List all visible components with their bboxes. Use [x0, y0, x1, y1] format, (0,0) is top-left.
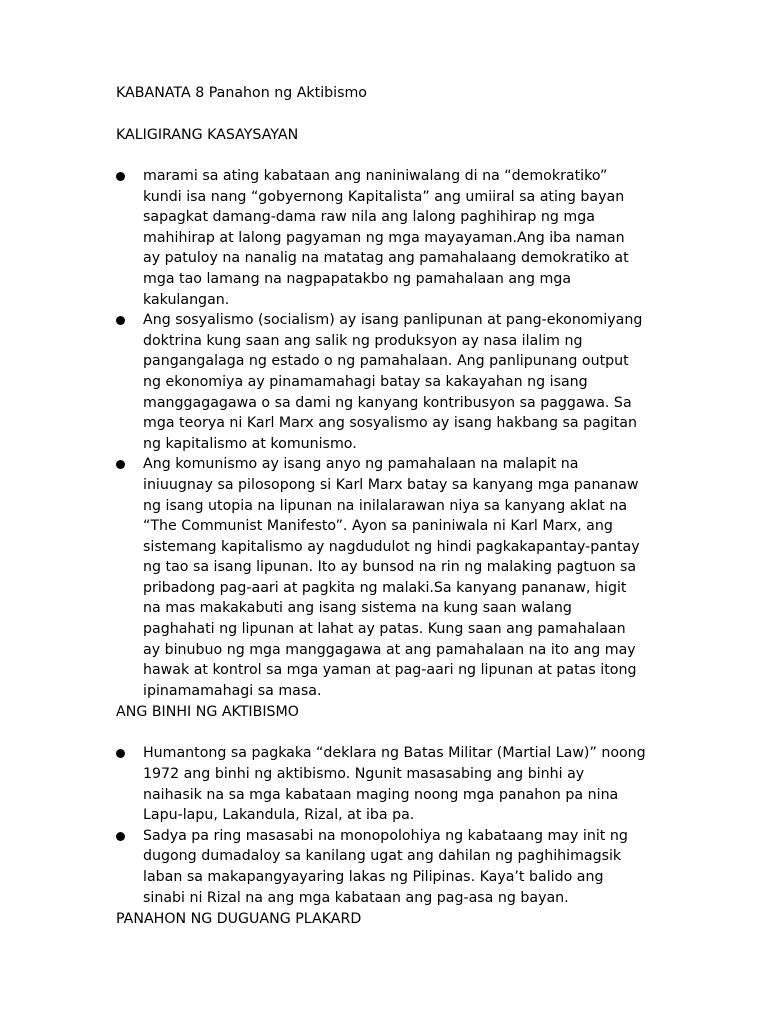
- bullet-list-ang-binhi-ng-aktibismo: [116, 743, 646, 908]
- section-heading-kaligirang-kasaysayan: KALIGIRANG KASAYSAYAN: [116, 127, 299, 143]
- bullet-icon: [116, 172, 125, 181]
- bullet-icon: [116, 832, 125, 841]
- bullet-text: marami sa ating kabataan ang naniniwalang di na “demokratiko” kundi isa nang “gobyernong Kapitalista” ang umiiral sa ating bayan sapagkat damang-dama raw nila ang lalong paghihirap ng mga mahihirap at lalong pagyaman ng mga mayayaman.Ang iba naman ay patuloy na nanalig na matatag ang pamahalaang demokratiko at mga tao lamang na nagpapatakbo ng pamahalaan ang mga kakulangan.: [143, 168, 629, 308]
- list-item: [116, 166, 646, 310]
- list-item: [116, 826, 646, 908]
- chapter-title: KABANATA 8 Panahon ng Aktibismo: [116, 85, 367, 101]
- bullet-list-kaligirang-kasaysayan: [116, 166, 646, 701]
- section-heading-ang-binhi-ng-aktibismo: ANG BINHI NG AKTIBISMO: [116, 704, 299, 721]
- bullet-icon: [116, 316, 125, 325]
- list-item: [116, 310, 646, 454]
- bullet-icon: [116, 460, 125, 469]
- document-page: [116, 82, 646, 930]
- bullet-icon: [116, 749, 125, 758]
- section-heading-panahon-ng-duguang-plakard: PANAHON NG DUGUANG PLAKARD: [116, 911, 362, 928]
- bullet-text: Humantong sa pagkaka “deklara ng Batas Militar (Martial Law)” noong 1972 ang binhi ng aktibismo. Ngunit masasabing ang binhi ay naihasik na sa mga kabataan maging noong mga panahon pa nina Lapu-lapu, Lakandula, Rizal, at iba pa.: [143, 745, 646, 824]
- list-item: [116, 454, 646, 701]
- bullet-text: Ang komunismo ay isang anyo ng pamahalaan na malapit na iniuugnay sa pilosopong si Karl Marx batay sa kanyang mga pananaw ng isang utopia na lipunan na inilalarawan niya sa kanyang aklat na “The Communist Manifesto”. Ayon sa paniniwala ni Karl Marx, ang sistemang kapitalismo ay nagdudulot ng hindi pagkakapantay-pantay ng tao sa isang lipunan. Ito ay bunsod na rin ng malaking pagtuon sa pribadong pag-aari at pagkita ng malaki.Sa kanyang pananaw, higit na mas makakabuti ang isang sistema na kung saan walang paghahati ng lipunan at lahat ay patas. Kung saan ang pamahalaan ay binubuo ng mga manggagawa at ang pamahalaan na ito ang may hawak at kontrol sa mga yaman at pag-aari ng lipunan at patas itong ipinamamahagi sa masa.: [143, 456, 640, 699]
- bullet-text: Ang sosyalismo (socialism) ay isang panlipunan at pang-ekonomiyang doktrina kung saan ang salik ng produksyon ay nasa ilalim ng pangangalaga ng estado o ng pamahalaan. Ang panlipunang output ng ekonomiya ay pinamamahagi batay sa kakayahan ng isang manggagagawa o sa dami ng kanyang kontribusyon sa paggawa. Sa mga teorya ni Karl Marx ang sosyalismo ay isang hakbang sa pagitan ng kapitalismo at komunismo.: [143, 312, 643, 452]
- list-item: [116, 743, 646, 825]
- bullet-text: Sadya pa ring masasabi na monopolohiya ng kabataang may init ng dugong dumadaloy sa kanilang ugat ang dahilan ng paghihimagsik laban sa makapangyayaring lakas ng Pilipinas. Kaya’t balido ang sinabi ni Rizal na ang mga kabataan ang pag-asa ng bayan.: [143, 827, 628, 906]
